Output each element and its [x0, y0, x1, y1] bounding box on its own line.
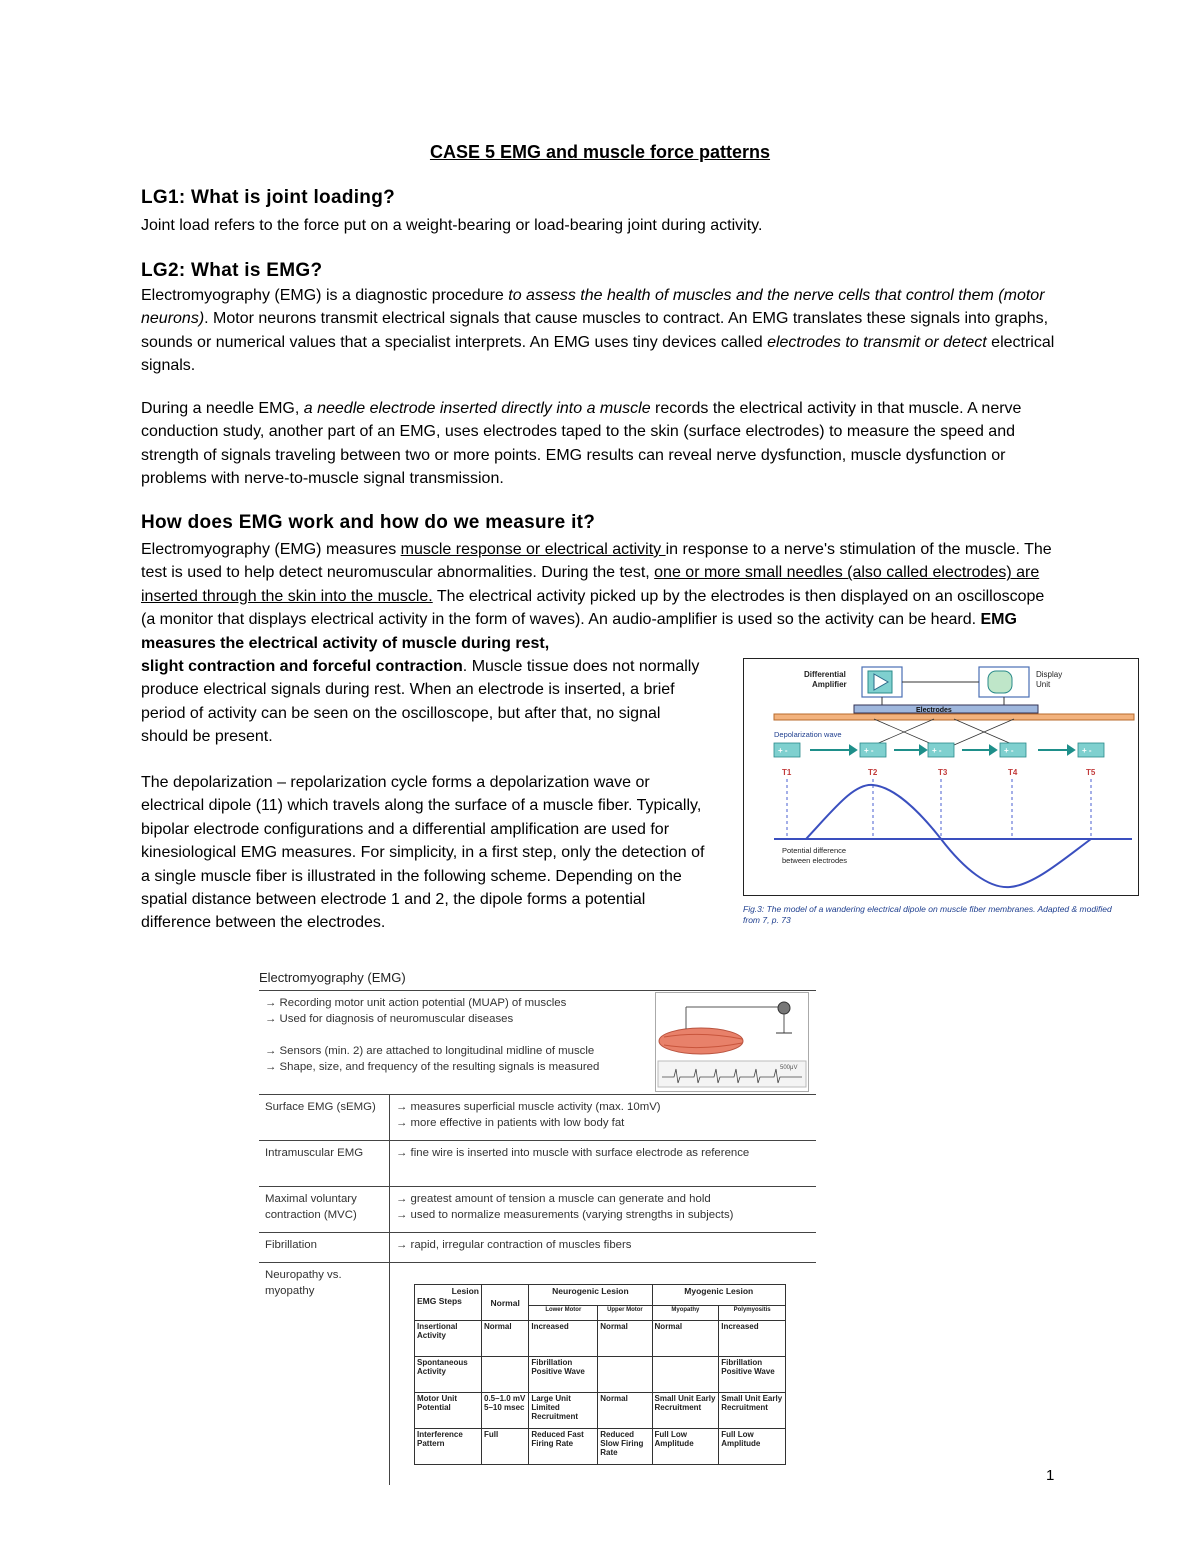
dipole-sign-4: + -	[1004, 746, 1014, 755]
how-paragraph-2: The depolarization – repolarization cycle forms a depolarization wave or electrical dipole (11) which travels along the surface of a muscle fiber. Typically, bipolar electrode configurations and a differential amplification are used for kinesiological EMG measures. For simplicity, in a first step, only the detection of a single muscle fiber is illustrated in the following scheme. Depending on the spatial distance between electrode 1 and 2, the dipole forms a potential difference between the electrodes.	[141, 774, 705, 932]
cell: Full Low Amplitude	[652, 1429, 719, 1465]
cell: Small Unit Early Recruitment	[719, 1393, 786, 1429]
dipole-figure	[743, 658, 1139, 896]
row-label: Spontaneous Activity	[415, 1357, 482, 1393]
amp-label-1: Differential	[804, 670, 846, 679]
col-normal: Normal	[482, 1285, 529, 1321]
row-content	[390, 1233, 817, 1263]
table-row	[415, 1321, 786, 1357]
arrow-head-2	[920, 746, 926, 754]
row-label: Motor Unit Potential	[415, 1393, 482, 1429]
cell: Increased	[719, 1321, 786, 1357]
emg-table-title: Electromyography (EMG)	[259, 970, 406, 985]
muscle-electrode-illustration	[655, 992, 809, 1092]
sub-col: Upper Motor	[598, 1306, 652, 1321]
intro-line: → Used for diagnosis of neuromuscular diseases	[265, 1013, 514, 1025]
table-row	[259, 1095, 816, 1141]
pd-label-1: Potential difference	[782, 846, 847, 855]
cell	[598, 1357, 652, 1393]
row-line: → used to normalize measurements (varying strengths in subjects)	[396, 1209, 734, 1221]
row-label: Insertional Activity	[415, 1321, 482, 1357]
cell: Reduced Slow Firing Rate	[598, 1429, 652, 1465]
cell: Normal	[598, 1321, 652, 1357]
table-row	[415, 1357, 786, 1393]
page-number: 1	[1046, 1467, 1055, 1484]
cell: 0.5–1.0 mV 5–10 msec	[482, 1393, 529, 1429]
time-label-4: T4	[1008, 768, 1018, 777]
how-heading: How does EMG work and how do we measure it?	[141, 512, 596, 533]
row-line: → more effective in patients with low body fat	[396, 1117, 625, 1129]
row-line: → rapid, irregular contraction of muscles fibers	[396, 1239, 632, 1251]
corner-cell	[415, 1285, 482, 1321]
arrow-head-4	[1068, 746, 1074, 754]
cell: Reduced Fast Firing Rate	[529, 1429, 598, 1465]
cell: Normal	[482, 1321, 529, 1357]
row-content	[390, 1141, 817, 1187]
arrow-head-3	[990, 746, 996, 754]
table-row	[415, 1285, 786, 1306]
row-label: Interference Pattern	[415, 1429, 482, 1465]
row-line: → greatest amount of tension a muscle can generate and hold	[396, 1193, 711, 1205]
dipole-sign-2: + -	[864, 746, 874, 755]
cell: Fibrillation Positive Wave	[529, 1357, 598, 1393]
muscle-icon	[659, 1028, 743, 1054]
cell	[652, 1357, 719, 1393]
time-label-2: T2	[868, 768, 878, 777]
figure-caption: Fig.3: The model of a wandering electrical dipole on muscle fiber membranes. Adapted & modified from 7, p. 73	[743, 904, 1112, 925]
row-label: Fibrillation	[259, 1233, 390, 1263]
corner-top: Lesion	[451, 1286, 479, 1296]
sub-col: Lower Motor	[529, 1306, 598, 1321]
wave-label: Depolarization wave	[774, 730, 842, 739]
cell: Full Low Amplitude	[719, 1429, 786, 1465]
dipole-sign-1: + -	[778, 746, 788, 755]
time-label-3: T3	[938, 768, 948, 777]
potential-wave	[806, 785, 1091, 887]
lg2-paragraph-1: Electromyography (EMG) is a diagnostic procedure to assess the health of muscles and the nerve cells that control them (motor neurons). Motor neurons transmit electrical signals that cause muscles to contract. An EMG translates these signals into graphs, sounds or numerical values that a specialist interprets. An EMG uses tiny devices called electrodes to transmit or detect electrical signals.	[141, 287, 1055, 375]
how-paragraph-1-cont: slight contraction and forceful contraction. Muscle tissue does not normally produce electrical signals during rest. When an electrode is inserted, a brief period of activity can be seen on the oscilloscope, but after that, no signal should be present.	[141, 658, 700, 746]
cell: Normal	[652, 1321, 719, 1357]
intro-line: → Sensors (min. 2) are attached to longitudinal midline of muscle	[265, 1045, 595, 1057]
page-title: CASE 5 EMG and muscle force patterns	[429, 142, 771, 162]
intro-line: → Recording motor unit action potential (MUAP) of muscles	[265, 997, 567, 1009]
cell: Full	[482, 1429, 529, 1465]
cell	[482, 1357, 529, 1393]
table-row	[415, 1429, 786, 1465]
row-label: Surface EMG (sEMG)	[259, 1095, 390, 1141]
row-content	[390, 1095, 817, 1141]
cell: Increased	[529, 1321, 598, 1357]
cell: Small Unit Early Recruitment	[652, 1393, 719, 1429]
amp-label-2: Amplifier	[812, 680, 847, 689]
intro-line: → Shape, size, and frequency of the resulting signals is measured	[265, 1061, 600, 1073]
lg1-text: Joint load refers to the force put on a weight-bearing or load-bearing joint during activity.	[141, 217, 763, 234]
dipole-sign-3: + -	[932, 746, 942, 755]
scale-label: 500μV	[780, 1065, 798, 1071]
emg-summary-table	[259, 968, 816, 1494]
col-neurogenic: Neurogenic Lesion	[529, 1285, 652, 1306]
lg2-heading: LG2: What is EMG?	[141, 260, 323, 281]
row-line: → measures superficial muscle activity (max. 10mV)	[396, 1101, 661, 1113]
dipole-sign-5: + -	[1082, 746, 1092, 755]
sub-col: Polymyositis	[719, 1306, 786, 1321]
time-label-5: T5	[1086, 768, 1096, 777]
sub-col: Myopathy	[652, 1306, 719, 1321]
corner-bottom: EMG Steps	[417, 1296, 462, 1306]
time-label-1: T1	[782, 768, 792, 777]
how-paragraph-1: Electromyography (EMG) measures muscle response or electrical activity in response to a nerve's stimulation of the muscle. The test is used to help detect neuromuscular abnormalities. During the test, one or more small needles (also called electrodes) are inserted through the skin into the muscle. The electrical activity picked up by the electrodes is then displayed on an oscilloscope (a monitor that displays electrical activity in the form of waves). An audio-amplifier is used so the activity can be heard. EMG measures the electrical activity of muscle during rest,	[141, 541, 1052, 652]
arrow-head-1	[850, 746, 856, 754]
col-myogenic: Myogenic Lesion	[652, 1285, 785, 1306]
table-row	[259, 1141, 816, 1187]
cell: Fibrillation Positive Wave	[719, 1357, 786, 1393]
table-row	[415, 1393, 786, 1429]
cell: Large Unit Limited Recruitment	[529, 1393, 598, 1429]
lg2-paragraph-2: During a needle EMG, a needle electrode inserted directly into a muscle records the electrical activity in that muscle. A nerve conduction study, another part of an EMG, uses electrodes taped to the skin (surface electrodes) to measure the speed and strength of signals traveling between two or more points. EMG results can reveal nerve dysfunction, muscle dysfunction or problems with nerve-to-muscle signal transmission.	[141, 400, 1022, 488]
row-label: Maximal voluntary contraction (MVC)	[259, 1187, 390, 1233]
table-row	[259, 1187, 816, 1233]
row-line: → fine wire is inserted into muscle with surface electrode as reference	[396, 1147, 750, 1159]
disp-label-1: Display	[1036, 670, 1063, 679]
row-content	[390, 1187, 817, 1233]
pd-label-2: between electrodes	[782, 856, 848, 865]
electrodes-label: Electrodes	[916, 707, 952, 714]
meter-icon	[778, 1002, 790, 1014]
dipole-diagram	[744, 659, 1138, 895]
disp-label-2: Unit	[1036, 680, 1051, 689]
neuropathy-myopathy-table	[414, 1284, 786, 1465]
cell: Normal	[598, 1393, 652, 1429]
display-icon	[988, 671, 1012, 693]
row-label: Intramuscular EMG	[259, 1141, 390, 1187]
lg1-heading: LG1: What is joint loading?	[141, 187, 396, 208]
row-label: Neuropathy vs. myopathy	[259, 1263, 390, 1485]
table-row	[259, 1233, 816, 1263]
